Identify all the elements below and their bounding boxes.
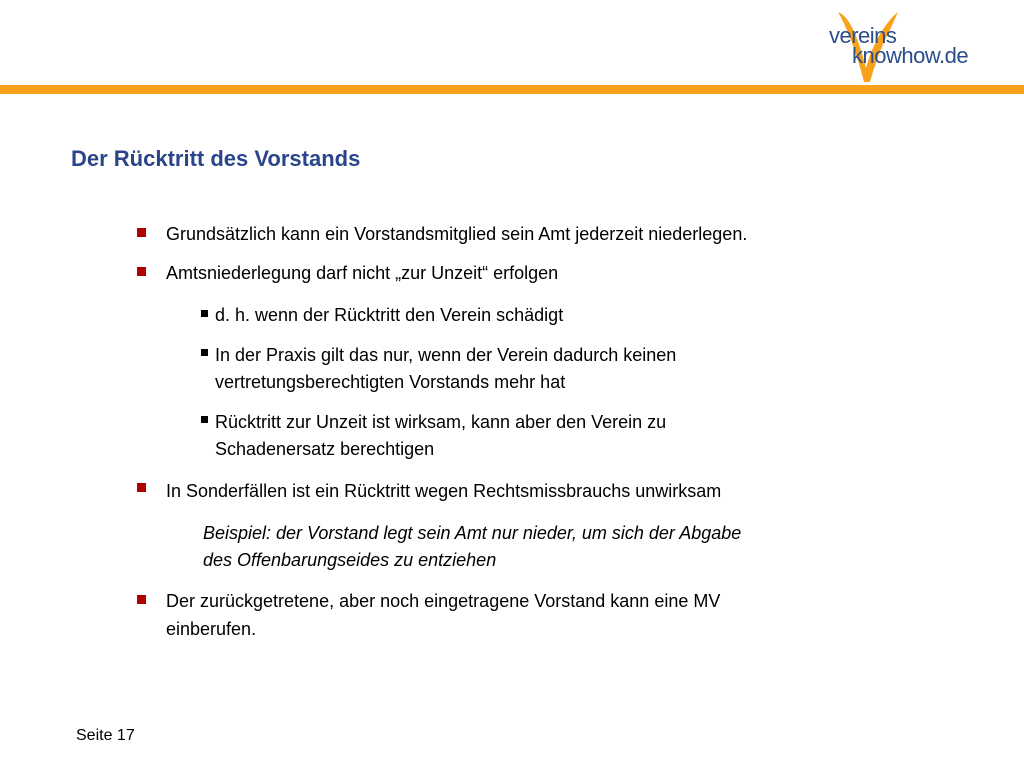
bullet-icon (137, 267, 146, 276)
logo-text-knowhow: knowhow.de (852, 43, 969, 68)
sub-bullet-text: Schadenersatz berechtigen (215, 439, 435, 459)
logo (818, 6, 988, 86)
sub-bullet-text: In der Praxis gilt das nur, wenn der Verein dadurch keinen (215, 345, 677, 365)
bullet-text: In Sonderfällen ist ein Rücktritt wegen Rechtsmissbrauchs unwirksam (166, 481, 722, 501)
bullet-icon (137, 595, 146, 604)
sub-bullet-icon (201, 416, 208, 423)
sub-bullet-icon (201, 310, 208, 317)
sub-bullet-icon (201, 349, 208, 356)
sub-bullet-text: d. h. wenn der Rücktritt den Verein schädigt (215, 305, 564, 325)
bullet-icon (137, 228, 146, 237)
bullet-icon (137, 483, 146, 492)
logo-text-vereins: vereins (829, 23, 897, 48)
bullet-text: Amtsniederlegung darf nicht „zur Unzeit“ erfolgen (166, 263, 559, 283)
bullet-text: Grundsätzlich kann ein Vorstandsmitglied sein Amt jederzeit niederlegen. (166, 224, 748, 244)
sub-bullet-text: vertretungsberechtigten Vorstands mehr hat (215, 372, 566, 392)
bullet-text: Der zurückgetretene, aber noch eingetragene Vorstand kann eine MV (166, 591, 721, 611)
page-number: Seite 17 (76, 727, 135, 744)
example-text: des Offenbarungseides zu entziehen (203, 550, 497, 570)
bullet-text: einberufen. (166, 619, 257, 639)
header-bar (0, 85, 1024, 94)
sub-bullet-text: Rücktritt zur Unzeit ist wirksam, kann aber den Verein zu (215, 412, 667, 432)
example-text: Beispiel: der Vorstand legt sein Amt nur nieder, um sich der Abgabe (203, 523, 742, 543)
page-title: Der Rücktritt des Vorstands (71, 146, 361, 171)
